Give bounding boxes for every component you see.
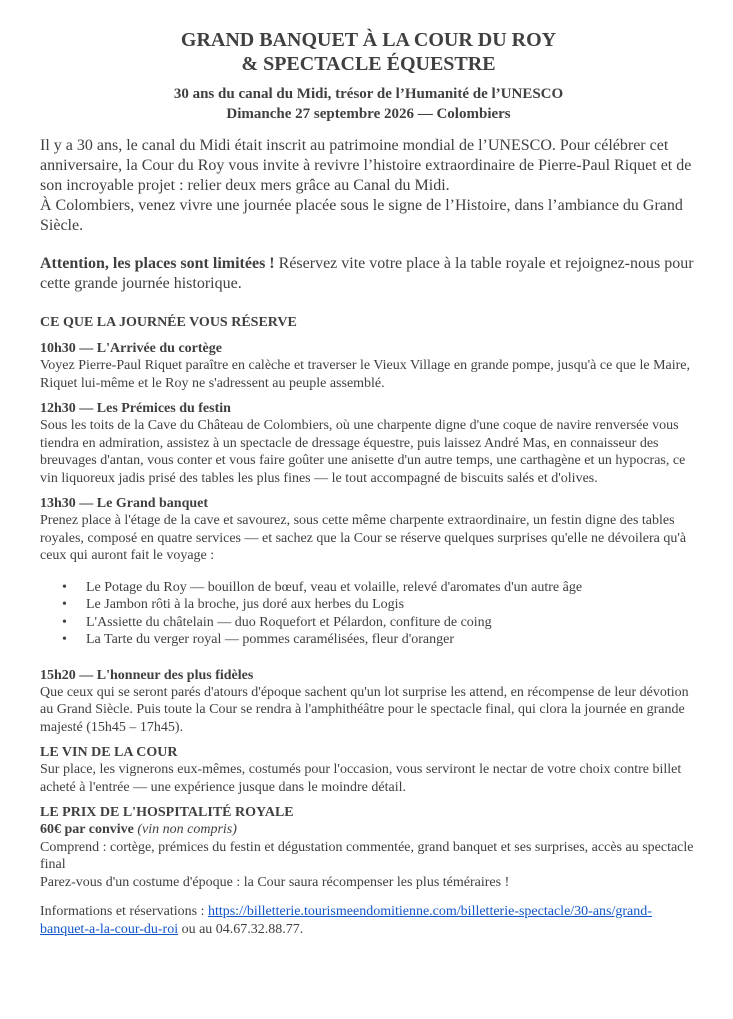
menu-item-text: La Tarte du verger royal — pommes caramélisées, fleur d'oranger [86,632,454,647]
program-item-title: 15h20 — L'honneur des plus fidèles [40,667,254,683]
bullet-icon: • [62,579,67,595]
attention-bold: Attention, les places sont limitées ! [40,255,275,272]
wine-section [40,744,697,796]
wine-text: Sur place, les vignerons eux-mêmes, costumés pour l'occasion, vous serviront le nectar de votre choix contre billet acheté à l'entrée — une expérience jusque dans le moindre détail. [40,762,682,795]
banquet-menu-list [40,579,697,649]
info-reservations [40,903,660,938]
program-item-text: Que ceux qui se seront parés d'atours d'époque sachent qu'un lot surprise les attend, en récompense de leur dévotion au Grand Siècle. Puis toute la Cour se rendra à l'amphithéâtre pour le spectacle final, qui clora la journée en grande majesté (15h45 – 17h45). [40,684,689,735]
title-line-2: & SPECTACLE ÉQUESTRE [241,53,496,75]
program-item-text: Sous les toits de la Cave du Château de Colombiers, où une charpente digne d'une coque de navire renversée vous tiendra en admiration, assistez à un spectacle de dressage équestre, puis laissez André Mas, en connaisseur des breuvages d'antan, vous conter et vous faire goûter une anisette d'un autre temps, une carthagène et un hypocras, ce vin liquoreux jadis prisé des tables les plus fines — le tout accompagné de biscuits salés et d'olives. [40,418,686,486]
program-item-text: Prenez place à l'étage de la cave et savourez, sous cette même charpente extraordinaire, un festin digne des tables royales, composé en quatre services — et sachez que la Cour se réserve quelques surprises qu'elle ne dévoilera qu'à ceux qui auront fait le voyage : [40,513,687,563]
program-item-title: 10h30 — L'Arrivée du cortège [40,341,222,356]
title-line-1: GRAND BANQUET À LA COUR DU ROY [180,29,557,51]
program-item-title: 13h30 — Le Grand banquet [40,496,209,511]
info-phone: ou au 04.67.32.88.77. [178,921,304,937]
intro-paragraph [40,136,697,236]
menu-item [62,596,697,614]
program-heading: CE QUE LA JOURNÉE VOUS RÉSERVE [40,315,297,330]
price-section [40,804,697,891]
menu-item-text: Le Jambon rôti à la broche, jus doré aux herbes du Logis [86,597,405,612]
price-line [40,821,697,839]
bullet-icon: • [62,632,67,647]
bullet-icon: • [62,597,67,612]
price-amount: 60€ par convive [40,822,134,837]
program-item-banquet [40,495,697,565]
intro-text-1: Il y a 30 ans, le canal du Midi était inscrit au patrimoine mondial de l’UNESCO. Pour célébrer cet anniversaire, la Cour du Roy vous invite à revivre l’histoire extraordinaire de Pierre-Paul Riquet et de son incroyable projet : relier deux mers grâce au Canal du Midi. [40,137,692,194]
price-heading: LE PRIX DE L'HOSPITALITÉ ROYALE [40,805,294,820]
page-subtitle [40,84,697,124]
attention-text: Réservez vite votre place à la table royale et rejoignez-nous pour cette grande journée historique. [40,255,694,292]
program-item-title: 12h30 — Les Prémices du festin [40,401,231,416]
menu-item [62,579,697,597]
price-note: (vin non compris) [133,822,237,837]
page-title [40,28,697,76]
subtitle-line-2: Dimanche 27 septembre 2026 — Colombiers [226,106,511,122]
menu-item [62,631,697,649]
program-item-arrivee [40,340,697,392]
info-label: Informations et réservations : [40,904,208,919]
reservation-link[interactable]: https://billetterie.tourismeendomitienne.com/billetterie-spectacle/30-ans/grand-banquet-a-la-cour-du-roi [40,904,652,937]
price-includes: Comprend : cortège, prémices du festin et dégustation commentée, grand banquet et ses surprises, accès au spectacle final [40,839,694,872]
program-item-text: Voyez Pierre-Paul Riquet paraître en calèche et traverser le Vieux Village en grande pompe, jusqu'à ce que le Maire, Riquet lui-même et le Roy ne s'adressent au peuple assemblé. [40,358,691,391]
bullet-icon: • [62,614,67,630]
menu-item [62,614,697,632]
menu-item-text: Le Potage du Roy — bouillon de bœuf, veau et volaille, relevé d'aromates d'un autre âge [86,579,583,595]
attention-paragraph [40,254,697,294]
menu-item-text: L'Assiette du châtelain — duo Roquefort et Pélardon, confiture de coing [86,614,492,630]
costume-note: Parez-vous d'un costume d'époque : la Cour saura récompenser les plus téméraires ! [40,874,510,890]
program-item-premices [40,400,697,487]
program-item-honneur [40,667,697,737]
subtitle-line-1: 30 ans du canal du Midi, trésor de l’Humanité de l’UNESCO [173,86,564,102]
intro-text-2: À Colombiers, venez vivre une journée placée sous le signe de l’Histoire, dans l’ambiance du Grand Siècle. [40,197,683,234]
wine-heading: LE VIN DE LA COUR [40,745,178,760]
